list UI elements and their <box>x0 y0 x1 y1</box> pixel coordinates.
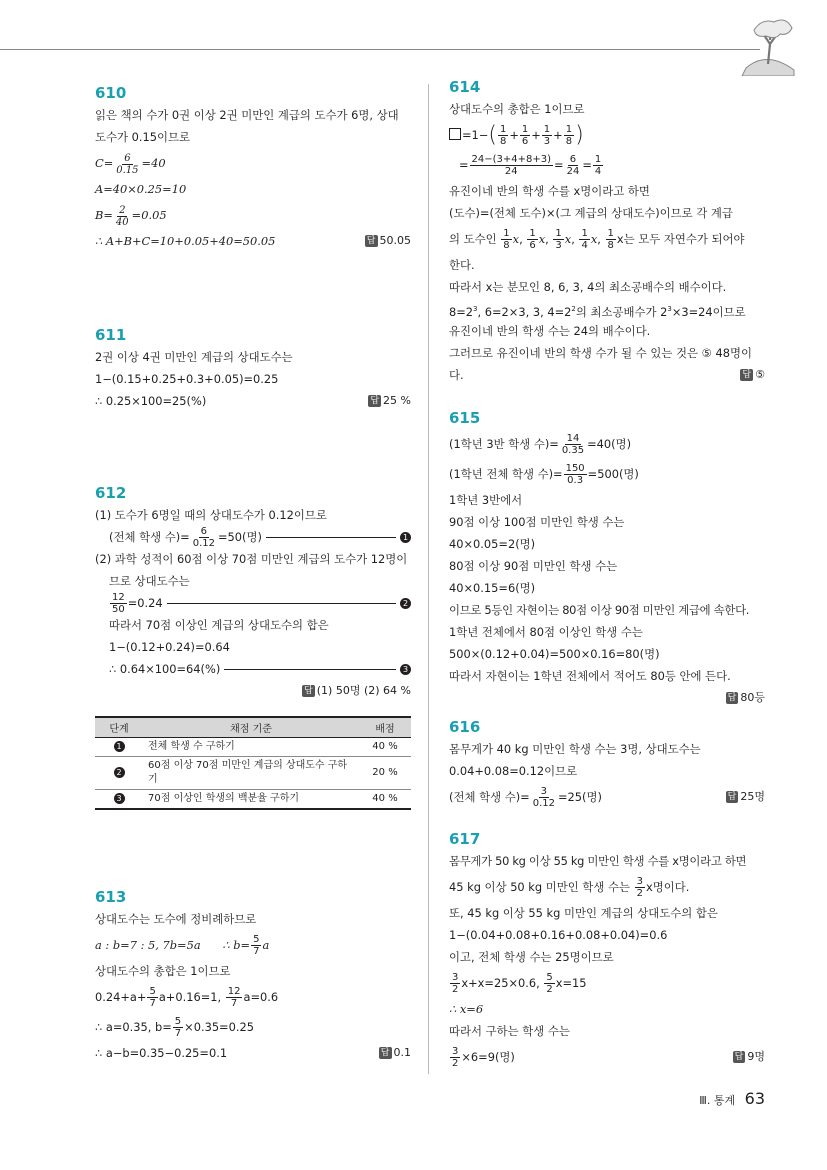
text-line: 따라서 x는 분모인 8, 6, 3, 4의 최소공배수의 배수이다. <box>449 280 727 294</box>
text-line: 상대도수는 도수에 정비례하므로 <box>95 912 257 926</box>
answer: 답 ⑤ <box>742 368 765 381</box>
section-label: Ⅲ. 통계 <box>699 1094 736 1107</box>
text-line: 도수가 0.15이므로 <box>95 130 191 144</box>
text-line: 몸무게가 40 kg 미만인 학생 수는 3명, 상대도수는 <box>449 742 701 756</box>
equation-a: A=40×0.25=10 <box>95 182 187 196</box>
text-line: 1−(0.12+0.24)=0.64 <box>109 640 230 654</box>
equation-line: $\frac{3}{2}$ ×6=9(명) <box>452 1046 515 1069</box>
equation-line: ∴ a=0.35, b= $\frac{5}{7}$ ×0.35=0.25 <box>95 1016 254 1039</box>
equation-line: a : b=7 : 5, 7b=5a ∴ b= $\frac{5}{7}$ a <box>95 934 270 957</box>
equation-c: C= $\frac{6}{0.15}$ =40 <box>95 152 166 176</box>
solution-610 <box>95 82 411 252</box>
page-number: 63 <box>744 1089 765 1108</box>
blank-box <box>449 128 461 140</box>
table-header: 배점 <box>359 717 411 738</box>
problem-number: 612 <box>95 484 127 502</box>
solution-611 <box>95 324 411 412</box>
text-line: 상대도수의 총합은 1이므로 <box>95 964 231 978</box>
text-line: 2권 이상 4권 미만인 계급의 상대도수는 <box>95 350 293 364</box>
text-line: 따라서 자현이는 1학년 전체에서 적어도 80등 안에 든다. <box>449 669 731 683</box>
equation-b: B= $\frac{2}{40}$ =0.05 <box>95 204 167 228</box>
equation-line: 의 도수인 $\frac{1}{8}$ x, $\frac{1}{6}$ x, $\frac{1}{3}$ x, $\frac{1}{4}$ x, $\frac{1}{8}$ x는 모두 자연수가 되어야 <box>449 228 745 251</box>
problem-number: 614 <box>449 78 481 96</box>
conclusion: ∴ 0.25×100=25(%) <box>95 394 207 408</box>
text-line: 따라서 구하는 학생 수는 <box>449 1024 570 1038</box>
answer: 답 50.05 <box>366 234 411 247</box>
text-line: 또, 45 kg 이상 55 kg 미만인 계급의 상대도수의 합은 <box>449 906 718 920</box>
text-line: 90점 이상 100점 미만인 학생 수는 <box>449 515 625 529</box>
text-line: 유진이네 반의 학생 수를 x명이라고 하면 <box>449 184 650 198</box>
answer: 답 0.1 <box>380 1046 411 1059</box>
answer: 답 80등 <box>727 691 765 704</box>
equation-line: (1학년 3반 학생 수)= $\frac{14}{0.35}$ =40(명) <box>449 433 632 456</box>
text-line: 유진이네 반의 학생 수는 24의 배수이다. <box>449 324 651 338</box>
problem-number: 617 <box>449 830 481 848</box>
solution-613 <box>95 886 411 1064</box>
answer: 답 25명 <box>727 790 765 803</box>
criterion-cell: 60점 이상 70점 미만인 계급의 상대도수 구하기 <box>143 757 359 790</box>
score-cell: 40 % <box>359 738 411 757</box>
problem-number: 610 <box>95 84 127 102</box>
table-header: 채점 기준 <box>143 717 359 738</box>
solution-612 <box>95 482 411 702</box>
answer: 답 (1) 50명 (2) 64 % <box>304 684 411 697</box>
text-line: 500×(0.12+0.04)=500×0.16=80(명) <box>449 647 660 661</box>
conclusion: ∴ a−b=0.35−0.25=0.1 <box>95 1046 228 1060</box>
text-line: 1학년 전체에서 80점 이상인 학생 수는 <box>449 625 643 639</box>
header-rule <box>0 49 760 50</box>
answer: 답 25 % <box>370 394 411 407</box>
equation-line: =1−( $\frac{1}{8}$ + $\frac{1}{6}$ + $\frac{1}{3}$ + $\frac{1}{8}$ ) <box>449 120 765 150</box>
text-line: 80점 이상 90점 미만인 학생 수는 <box>449 559 618 573</box>
text-line: (도수)=(전체 도수)×(그 계급의 상대도수)이므로 각 계급 <box>449 206 733 220</box>
solution-615 <box>449 407 765 709</box>
step-marker-3: 3 <box>400 664 411 675</box>
step-marker: 3 <box>114 793 125 804</box>
grading-table <box>95 716 411 810</box>
step-marker-2: 2 <box>400 598 411 609</box>
text-line: (1) 도수가 6명일 때의 상대도수가 0.12이므로 <box>95 508 327 522</box>
criterion-cell: 전체 학생 수 구하기 <box>143 738 359 757</box>
equation-line: 0.24+a+ $\frac{5}{7}$ a+0.16=1, $\frac{12}{7}$ a=0.6 <box>95 986 279 1009</box>
step-marker: 1 <box>114 741 125 752</box>
answer: 답 9명 <box>734 1050 765 1063</box>
text-line: 40×0.05=2(명) <box>449 537 536 551</box>
text-line: 40×0.15=6(명) <box>449 581 536 595</box>
equation-line: (1학년 전체 학생 수)= $\frac{150}{0.3}$ =500(명) <box>449 463 639 486</box>
column-divider <box>428 84 429 1074</box>
table-row <box>95 738 411 757</box>
equation-line: (전체 학생 수)= $\frac{3}{0.12}$ =25(명) <box>449 786 602 809</box>
equation-line: $8=2^3$, 6=2×3, 3, $4=2^2$의 최소공배수가 $2^3\times 3=24$이므로 <box>449 304 746 319</box>
conclusion: ∴ A+B+C=10+0.05+40=50.05 <box>95 234 276 248</box>
text-line: 읽은 책의 수가 0권 이상 2권 미만인 계급의 도수가 6명, 상대 <box>95 108 399 122</box>
problem-number: 613 <box>95 888 127 906</box>
solution-616 <box>449 716 765 812</box>
text-line: 0.04+0.08=0.12이므로 <box>449 764 578 778</box>
step-marker: 2 <box>114 767 125 778</box>
text-line: (2) 과학 성적이 60점 이상 70점 미만인 계급의 도수가 12명이 <box>95 552 408 566</box>
text-line: 다. <box>449 368 464 382</box>
text-line: 1−(0.04+0.08+0.16+0.08+0.04)=0.6 <box>449 928 668 942</box>
score-cell: 40 % <box>359 790 411 810</box>
page-footer <box>699 1089 765 1108</box>
step-1-line: (전체 학생 수)= $\frac{6}{0.12}$ =50(명) 1 <box>95 526 411 548</box>
problem-number: 615 <box>449 409 481 427</box>
text-line: 1학년 3반에서 <box>449 493 523 507</box>
text-line: 몸무게가 50 kg 이상 55 kg 미만인 학생 수를 x명이라고 하면 <box>449 854 747 868</box>
text-line: 1−(0.15+0.25+0.3+0.05)=0.25 <box>95 372 279 386</box>
tree-illustration-icon <box>732 10 802 76</box>
equation-line: = $\frac{24-(3+4+8+3)}{24}$ = $\frac{6}{24}$ = $\frac{1}{4}$ <box>459 154 602 177</box>
criterion-cell: 70점 이상인 학생의 백분율 구하기 <box>143 790 359 810</box>
table-row <box>95 757 411 790</box>
step-3-line: ∴ 0.64×100=64(%) 3 <box>95 658 411 680</box>
text-line: 이고, 전체 학생 수는 25명이므로 <box>449 950 614 964</box>
text-line: 그러므로 유진이네 반의 학생 수가 될 수 있는 것은 ⑤ 48명이 <box>449 346 752 360</box>
text-line: 따라서 70점 이상인 계급의 상대도수의 합은 <box>109 618 329 632</box>
text-line: 이므로 5등인 자현이는 80점 이상 90점 미만인 계급에 속한다. <box>449 603 750 617</box>
solution-617 <box>449 828 765 1072</box>
solution-614 <box>449 76 765 386</box>
problem-number: 616 <box>449 718 481 736</box>
equation-line: $\frac{3}{2}$ x+x=25×0.6, $\frac{5}{2}$ x=15 <box>452 972 587 995</box>
table-header: 단계 <box>95 717 143 738</box>
score-cell: 20 % <box>359 757 411 790</box>
step-marker-1: 1 <box>400 532 411 543</box>
text-line: ∴ x=6 <box>449 1002 484 1016</box>
text-line: 상대도수의 총합은 1이므로 <box>449 102 585 116</box>
step-2-line: $\frac{12}{50}$ =0.24 2 <box>95 592 411 614</box>
text-line: 한다. <box>449 258 475 272</box>
text-line: 므로 상대도수는 <box>109 574 190 588</box>
table-row <box>95 790 411 810</box>
equation-line: 45 kg 이상 50 kg 미만인 학생 수는 $\frac{3}{2}$ x명이다. <box>449 876 690 899</box>
problem-number: 611 <box>95 326 127 344</box>
